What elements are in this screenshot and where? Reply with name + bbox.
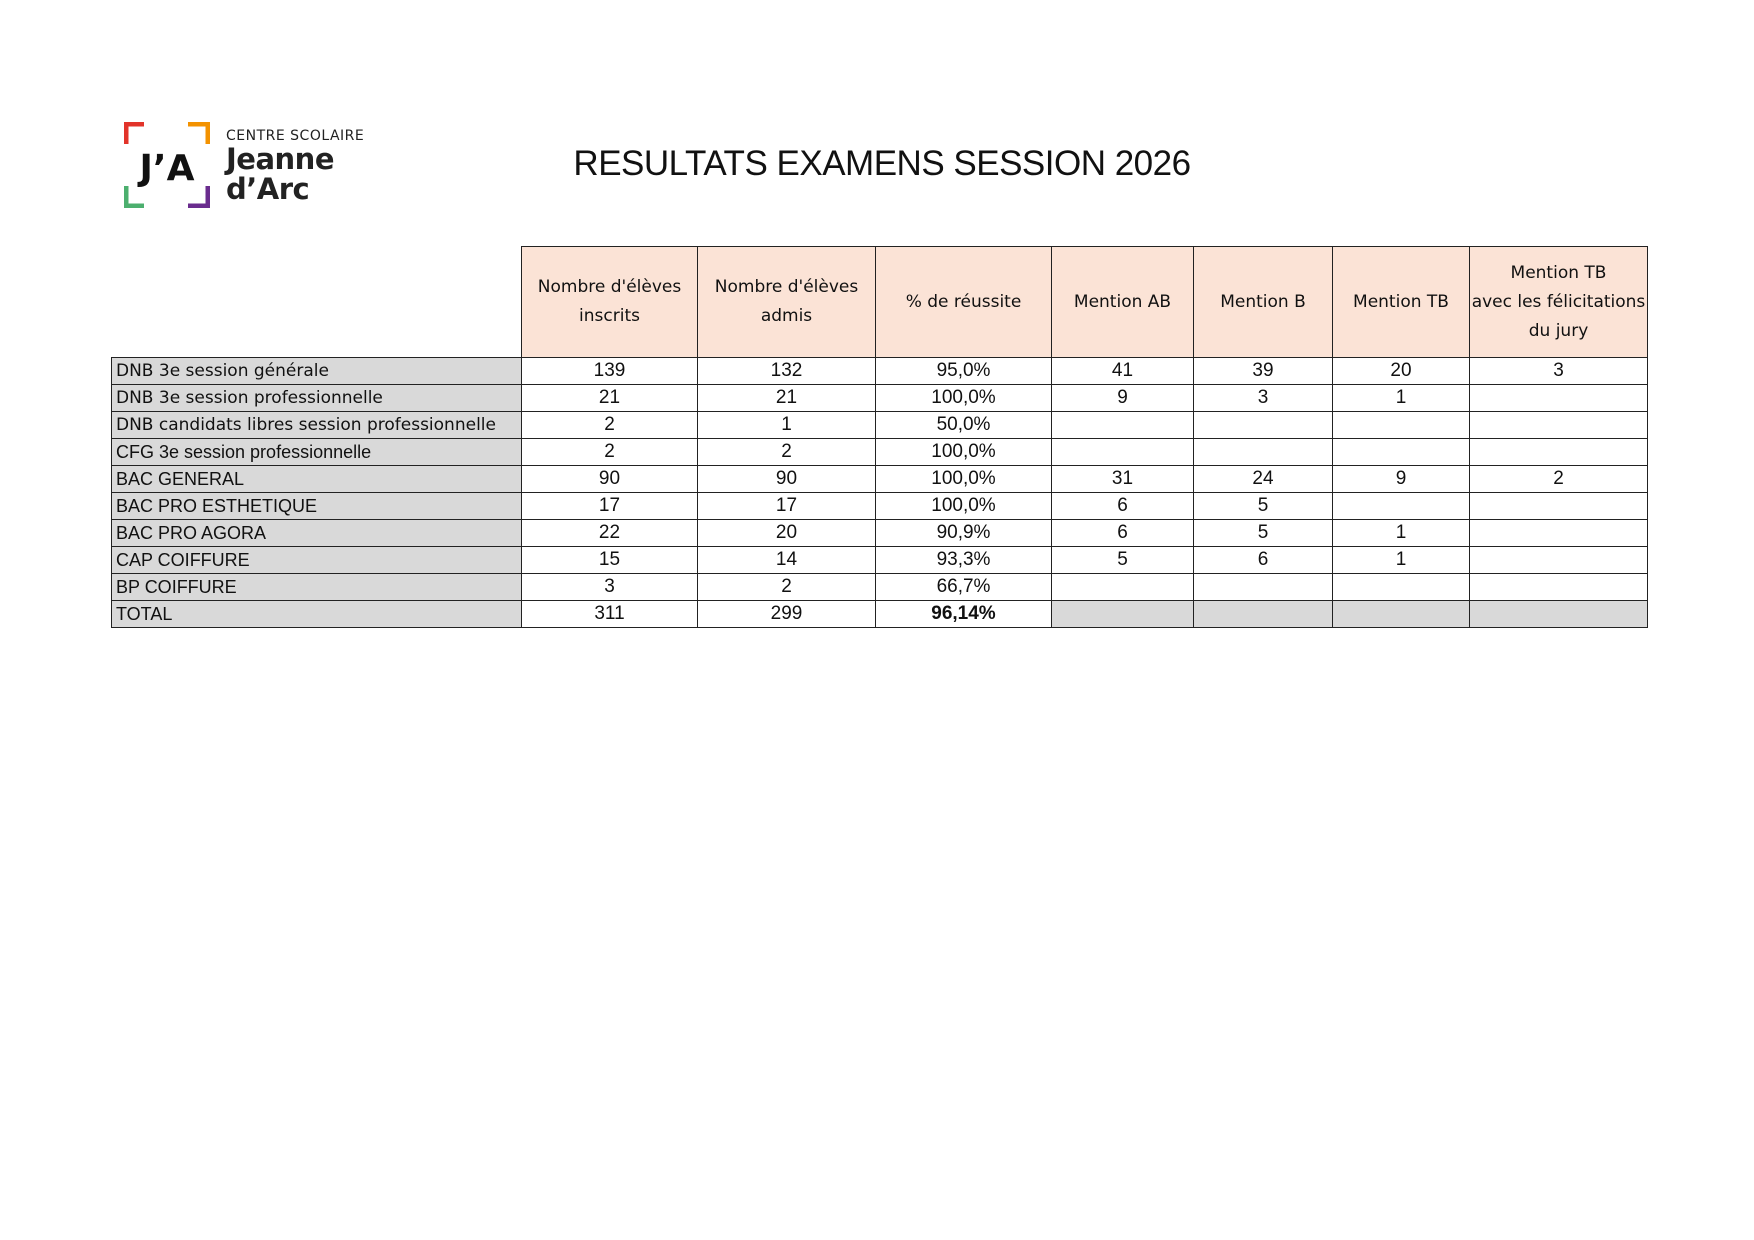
- row-label: CAP COIFFURE: [112, 547, 522, 574]
- cell-reussite: 66,7%: [876, 574, 1052, 601]
- cell-reussite: 100,0%: [876, 385, 1052, 412]
- cell-mention-b: [1194, 412, 1333, 439]
- cell-mention-tbf: 3: [1470, 358, 1648, 385]
- total-reussite: 96,14%: [876, 601, 1052, 628]
- table-row: [112, 547, 1648, 574]
- header-tbf-line3: du jury: [1528, 320, 1589, 341]
- cell-inscrits: 17: [522, 493, 698, 520]
- cell-mention-tb: 20: [1333, 358, 1470, 385]
- cell-mention-tb: [1333, 439, 1470, 466]
- header-corner: [112, 247, 522, 358]
- cell-mention-b: 3: [1194, 385, 1333, 412]
- cell-mention-b: 5: [1194, 520, 1333, 547]
- cell-mention-tbf: [1470, 385, 1648, 412]
- cell-admis: 21: [698, 385, 876, 412]
- cell-mention-ab: [1052, 574, 1194, 601]
- header-mention-tb-felicitations: [1470, 247, 1648, 358]
- table-row: [112, 412, 1648, 439]
- cell-mention-tbf: [1470, 412, 1648, 439]
- cell-mention-b: 24: [1194, 466, 1333, 493]
- cell-admis: 1: [698, 412, 876, 439]
- cell-mention-tbf: 2: [1470, 466, 1648, 493]
- header-tbf-line2: avec les félicitations: [1471, 291, 1646, 312]
- cell-inscrits: 2: [522, 439, 698, 466]
- header-reussite: % de réussite: [876, 247, 1052, 358]
- cell-admis: 132: [698, 358, 876, 385]
- header-tbf-line1: Mention TB: [1510, 262, 1607, 283]
- cell-mention-tbf: [1470, 574, 1648, 601]
- cell-mention-ab: 6: [1052, 493, 1194, 520]
- cell-mention-tb: 1: [1333, 520, 1470, 547]
- header-inscrits: [522, 247, 698, 358]
- total-empty-cell: [1470, 601, 1648, 628]
- results-table: [111, 246, 1648, 628]
- row-label: DNB 3e session générale: [112, 358, 522, 385]
- total-label: TOTAL: [112, 601, 522, 628]
- row-label: BAC PRO AGORA: [112, 520, 522, 547]
- header-mention-b: Mention B: [1194, 247, 1333, 358]
- cell-mention-tbf: [1470, 439, 1648, 466]
- row-label: DNB 3e session professionnelle: [112, 385, 522, 412]
- row-label: BAC PRO ESTHETIQUE: [112, 493, 522, 520]
- table-row: [112, 574, 1648, 601]
- cell-inscrits: 3: [522, 574, 698, 601]
- cell-reussite: 50,0%: [876, 412, 1052, 439]
- cell-mention-tb: 1: [1333, 385, 1470, 412]
- cell-admis: 17: [698, 493, 876, 520]
- cell-admis: 2: [698, 574, 876, 601]
- cell-mention-ab: [1052, 412, 1194, 439]
- total-admis: 299: [698, 601, 876, 628]
- cell-inscrits: 2: [522, 412, 698, 439]
- logo-tagline: CENTRE SCOLAIRE: [226, 128, 365, 144]
- cell-admis: 90: [698, 466, 876, 493]
- header-mention-tb: Mention TB: [1333, 247, 1470, 358]
- cell-inscrits: 90: [522, 466, 698, 493]
- cell-admis: 14: [698, 547, 876, 574]
- header-row: [112, 247, 1648, 358]
- cell-admis: 2: [698, 439, 876, 466]
- cell-inscrits: 139: [522, 358, 698, 385]
- cell-mention-tb: [1333, 574, 1470, 601]
- header-mention-ab: Mention AB: [1052, 247, 1194, 358]
- table-row: [112, 358, 1648, 385]
- header-admis: [698, 247, 876, 358]
- cell-mention-tb: 1: [1333, 547, 1470, 574]
- cell-inscrits: 15: [522, 547, 698, 574]
- table-row: [112, 466, 1648, 493]
- cell-mention-tb: 9: [1333, 466, 1470, 493]
- row-label: DNB candidats libres session professionnelle: [112, 412, 522, 439]
- table-row: [112, 493, 1648, 520]
- header-admis-line1: Nombre d'élèves: [714, 277, 859, 297]
- page-title: RESULTATS EXAMENS SESSION 2026: [573, 144, 1191, 183]
- header-inscrits-line2: inscrits: [579, 306, 640, 326]
- cell-mention-b: 39: [1194, 358, 1333, 385]
- row-label: CFG 3e session professionnelle: [112, 439, 522, 466]
- table-row: [112, 439, 1648, 466]
- header-inscrits-line1: Nombre d'élèves: [537, 277, 682, 297]
- total-empty-cell: [1194, 601, 1333, 628]
- cell-mention-b: 6: [1194, 547, 1333, 574]
- cell-mention-ab: 5: [1052, 547, 1194, 574]
- cell-reussite: 93,3%: [876, 547, 1052, 574]
- row-label: BAC GENERAL: [112, 466, 522, 493]
- cell-mention-b: 5: [1194, 493, 1333, 520]
- total-empty-cell: [1333, 601, 1470, 628]
- cell-mention-tb: [1333, 493, 1470, 520]
- cell-mention-tbf: [1470, 520, 1648, 547]
- cell-admis: 20: [698, 520, 876, 547]
- cell-mention-ab: [1052, 439, 1194, 466]
- cell-reussite: 100,0%: [876, 466, 1052, 493]
- logo-name-line1: Jeanne: [226, 142, 334, 176]
- logo-name-line2: d’Arc: [226, 172, 310, 206]
- cell-mention-tbf: [1470, 547, 1648, 574]
- cell-reussite: 90,9%: [876, 520, 1052, 547]
- total-row: [112, 601, 1648, 628]
- cell-mention-tb: [1333, 412, 1470, 439]
- cell-mention-b: [1194, 439, 1333, 466]
- cell-mention-ab: 41: [1052, 358, 1194, 385]
- cell-reussite: 100,0%: [876, 493, 1052, 520]
- logo-mark-text: J’A: [139, 148, 195, 189]
- total-inscrits: 311: [522, 601, 698, 628]
- cell-reussite: 95,0%: [876, 358, 1052, 385]
- cell-inscrits: 21: [522, 385, 698, 412]
- cell-mention-ab: 31: [1052, 466, 1194, 493]
- cell-reussite: 100,0%: [876, 439, 1052, 466]
- table-row: [112, 385, 1648, 412]
- cell-mention-ab: 9: [1052, 385, 1194, 412]
- header-admis-line2: admis: [760, 306, 813, 326]
- cell-inscrits: 22: [522, 520, 698, 547]
- cell-mention-b: [1194, 574, 1333, 601]
- total-empty-cell: [1052, 601, 1194, 628]
- cell-mention-ab: 6: [1052, 520, 1194, 547]
- row-label: BP COIFFURE: [112, 574, 522, 601]
- cell-mention-tbf: [1470, 493, 1648, 520]
- table-row: [112, 520, 1648, 547]
